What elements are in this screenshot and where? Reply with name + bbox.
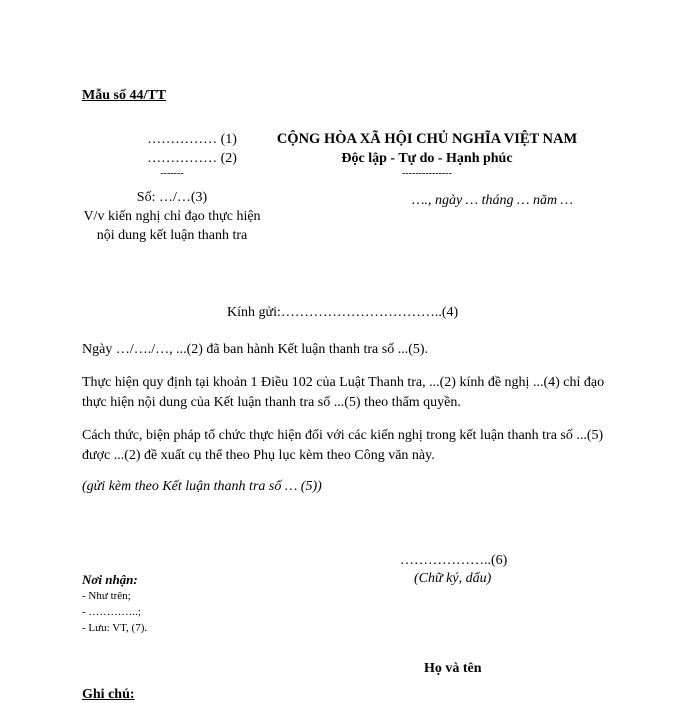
motto-divider: ---------------	[402, 168, 452, 179]
paragraph-method: Cách thức, biện pháp tổ chức thực hiện đối với các kiến nghị trong kết luận thanh tra số ...(5) được ...(2) đề xuất cụ thể theo Phụ lục kèm theo Công văn này.	[82, 428, 604, 463]
issuer-block	[82, 130, 262, 245]
nation-name: CỘNG HÒA XÃ HỘI CHỦ NGHĨA VIỆT NAM	[276, 131, 578, 147]
receiver-item: - …………..;	[82, 606, 141, 618]
national-header	[262, 130, 592, 180]
date-line: …., ngày … tháng … năm …	[412, 193, 574, 208]
recipient-line: Kính gửi:……………………………..(4)	[227, 305, 459, 320]
org-line-2: …………… (2)	[147, 151, 237, 166]
receiver-item: - Như trên;	[82, 590, 131, 602]
signature-note: (Chữ ký, dấu)	[414, 571, 492, 586]
paragraph-issued: Ngày …/…./…, ...(2) đã ban hành Kết luận thanh tra số ...(5).	[82, 342, 429, 357]
signer-placeholder: ………………..(6)	[400, 553, 508, 568]
notes-label: Ghi chú:	[82, 687, 135, 702]
paragraph-request: Thực hiện quy định tại khoản 1 Điều 102 của Luật Thanh tra, ...(2) kính đề nghị ...(4) chỉ đạo thực hiện nội dung của Kết luận thanh tra số ...(5) theo thẩm quyền.	[82, 375, 605, 410]
signer-name-label: Họ và tên	[424, 661, 482, 676]
issuer-divider: -------	[160, 168, 184, 179]
form-number: Mẫu số 44/TT	[82, 88, 167, 103]
document-number: Số: …/…(3)	[136, 190, 208, 205]
attachment-note: (gửi kèm theo Kết luận thanh tra số … (5))	[82, 479, 322, 494]
national-motto: Độc lập - Tự do - Hạnh phúc	[341, 151, 513, 166]
org-line-1: …………… (1)	[147, 132, 237, 147]
receiver-item: - Lưu: VT, (7).	[82, 622, 148, 634]
document-subject: V/v kiến nghị chỉ đạo thực hiện nội dung kết luận thanh tra	[83, 209, 261, 243]
receivers-block	[82, 572, 147, 636]
receivers-heading: Nơi nhận:	[82, 572, 138, 587]
